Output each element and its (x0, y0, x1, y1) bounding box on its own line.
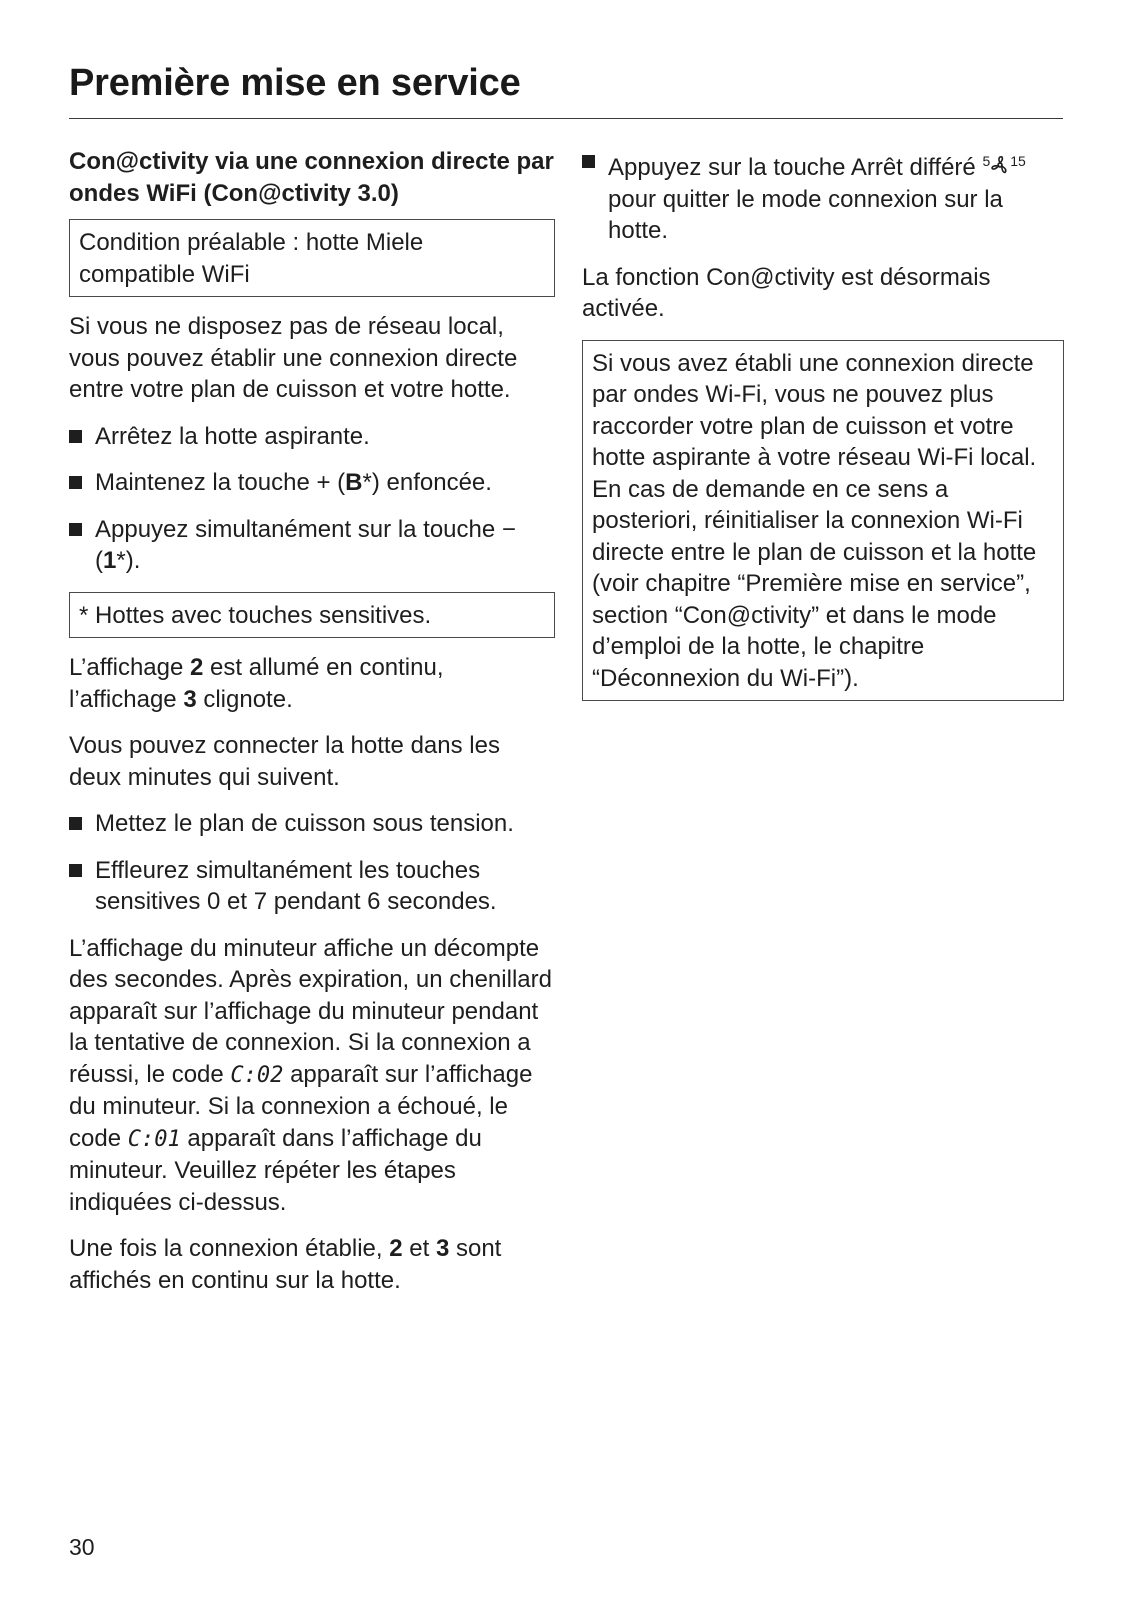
key-label: 1 (103, 547, 117, 574)
step-press-minus: Appuyez simultanément sur la touche − (1*). (69, 514, 555, 577)
intro-paragraph: Si vous ne disposez pas de réseau local, vous pouvez établir une connexion directe entre votre plan de cuisson et votre hotte. (69, 313, 518, 403)
fan-icon (990, 155, 1010, 175)
step-text: Mettez le plan de cuisson sous tension. (95, 810, 514, 837)
step-touch-keys (69, 855, 555, 918)
page-number: 30 (69, 1534, 95, 1560)
key-label: B (345, 469, 363, 496)
display-paragraph: L’affichage 2 est allumé en continu, l’affichage 3 clignote. (69, 654, 444, 713)
page-title: Première mise en service (69, 62, 521, 104)
title-divider (69, 118, 1063, 119)
bullet-square-icon (69, 817, 82, 830)
step-stop-hood (69, 421, 555, 453)
final-paragraph: Une fois la connexion établie, 2 et 3 sont affichés en continu sur la hotte. (69, 1235, 502, 1294)
step-text: Appuyez simultanément sur la touche (95, 515, 496, 543)
bullet-square-icon (69, 864, 82, 877)
bullet-square-icon (69, 523, 82, 536)
activated-paragraph: La fonction Con@ctivity est désormais activée. (582, 263, 991, 322)
note-box: Si vous avez établi une connexion directe par ondes Wi-Fi, vous ne pouvez plus raccorder votre plan de cuisson et votre hotte aspirante à votre réseau Wi-Fi local. En cas de demande en ce sens a posteriori, réinitialiser la connexion Wi-Fi directe entre le plan de cuisson et la hotte (voir chapitre “Première mise en service”, section “Con@ctivity” et dans le mode d’emploi de la hotte, le chapitre “Déconnexion du Wi-Fi”). (582, 340, 1064, 702)
step-text: Arrêtez la hotte aspirante. (95, 422, 370, 450)
timer-paragraph: L’affichage du minuteur affiche un décompte des secondes. Après expiration, un chenillard apparaît sur l’affichage du minuteur pendant la tentative de connexion. Si la connexion a réussi, le code C:02 apparaît sur l’affichage du minuteur. Si la connexion a échoué, le code C:01 apparaît dans l’affichage du minuteur. Veuillez répéter les étapes indiquées ci-dessus. (69, 934, 552, 1216)
connect-paragraph: Vous pouvez connecter la hotte dans les deux minutes qui suivent. (69, 732, 500, 791)
step-hold-plus: Maintenez la touche + (B*) enfoncée. (69, 467, 555, 499)
step-delay-off: Appuyez sur la touche Arrêt différé $^5$ $^{15}$ pour quitter le mode connexion sur la hotte. (582, 146, 1064, 247)
code-failure: C:01 (127, 1126, 181, 1152)
footnote-box: * Hottes avec touches sensitives. (69, 592, 555, 639)
step-text: Effleurez simultanément les touches sensitives 0 et 7 pendant 6 secondes. (95, 856, 497, 915)
precondition-box: Condition préalable : hotte Miele compatible WiFi (69, 219, 555, 297)
left-column (69, 146, 555, 1311)
section-heading: Con@ctivity via une connexion directe par ondes WiFi (Con@ctivity 3.0) (69, 148, 554, 207)
bullet-square-icon (69, 430, 82, 443)
step-power-on (69, 808, 555, 840)
bullet-square-icon (69, 476, 82, 489)
minus-symbol-icon: − (501, 515, 516, 543)
code-success: C:02 (230, 1062, 284, 1088)
bullet-square-icon (582, 155, 595, 168)
plus-symbol-icon: + (316, 469, 331, 496)
right-column (582, 146, 1064, 715)
step-text: Maintenez la touche (95, 469, 310, 496)
